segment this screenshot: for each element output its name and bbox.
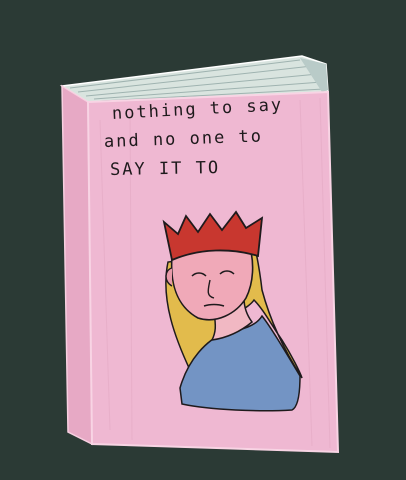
title-line-3: SAY IT TO: [109, 158, 221, 180]
title-line-1: nothing to say: [111, 95, 284, 124]
title-line-2: and no one to: [103, 126, 264, 152]
